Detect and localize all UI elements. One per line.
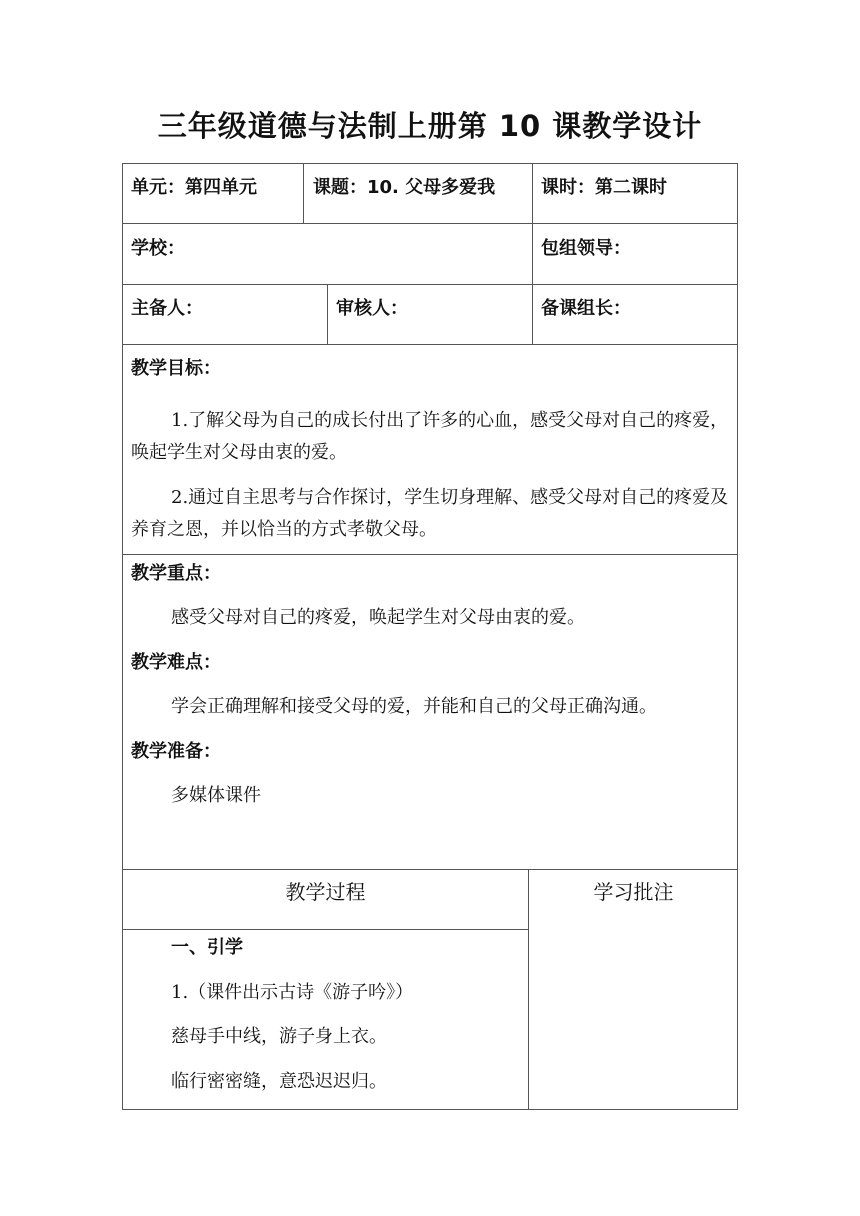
row-divider (122, 284, 738, 285)
school-cell: 学校： (131, 238, 185, 259)
row-divider (122, 929, 529, 930)
difficulties-heading: 教学难点： (131, 652, 221, 673)
objectives-heading: 教学目标： (131, 358, 221, 379)
preparation-heading: 教学准备： (131, 741, 221, 762)
page-title: 三年级道德与法制上册第 10 课教学设计 (157, 109, 703, 143)
process-line: 慈母手中线，游子身上衣。 (171, 1026, 387, 1047)
objective-item: 2.通过自主思考与合作探讨，学生切身理解、感受父母对自己的疼爱及养育之恩，并以恰当的方式孝敬父母。 (131, 487, 729, 540)
notes-heading: 学习批注 (593, 880, 674, 904)
topic-cell: 课题：10. 父母多爱我 (313, 177, 496, 198)
col-divider (528, 869, 529, 1110)
preparation-text: 多媒体课件 (171, 785, 261, 806)
col-divider (532, 163, 533, 344)
reviewer-cell: 审核人： (336, 298, 408, 319)
row-divider (122, 344, 738, 345)
preparer-cell: 主备人： (131, 298, 203, 319)
key-points-heading: 教学重点： (131, 563, 221, 584)
col-divider (303, 163, 304, 223)
period-cell: 课时：第二课时 (541, 177, 667, 198)
process-heading: 教学过程 (285, 880, 366, 904)
leader-cell: 包组领导： (541, 238, 631, 259)
row-divider (122, 223, 738, 224)
process-line: 临行密密缝，意恐迟迟归。 (171, 1071, 387, 1092)
objective-item: 1.了解父母为自己的成长付出了许多的心血，感受父母对自己的疼爱，唤起学生对父母由衷的爱。 (131, 410, 729, 463)
difficulties-text: 学会正确理解和接受父母的爱，并能和自己的父母正确沟通。 (171, 696, 657, 717)
process-line: 1.（课件出示古诗《游子吟》） (171, 982, 414, 1003)
unit-cell: 单元：第四单元 (131, 177, 257, 198)
group-head-cell: 备课组长： (541, 298, 631, 319)
col-divider (327, 284, 328, 344)
section-heading: 一、引学 (171, 937, 243, 958)
row-divider (122, 554, 738, 555)
key-points-text: 感受父母对自己的疼爱，唤起学生对父母由衷的爱。 (171, 607, 585, 628)
